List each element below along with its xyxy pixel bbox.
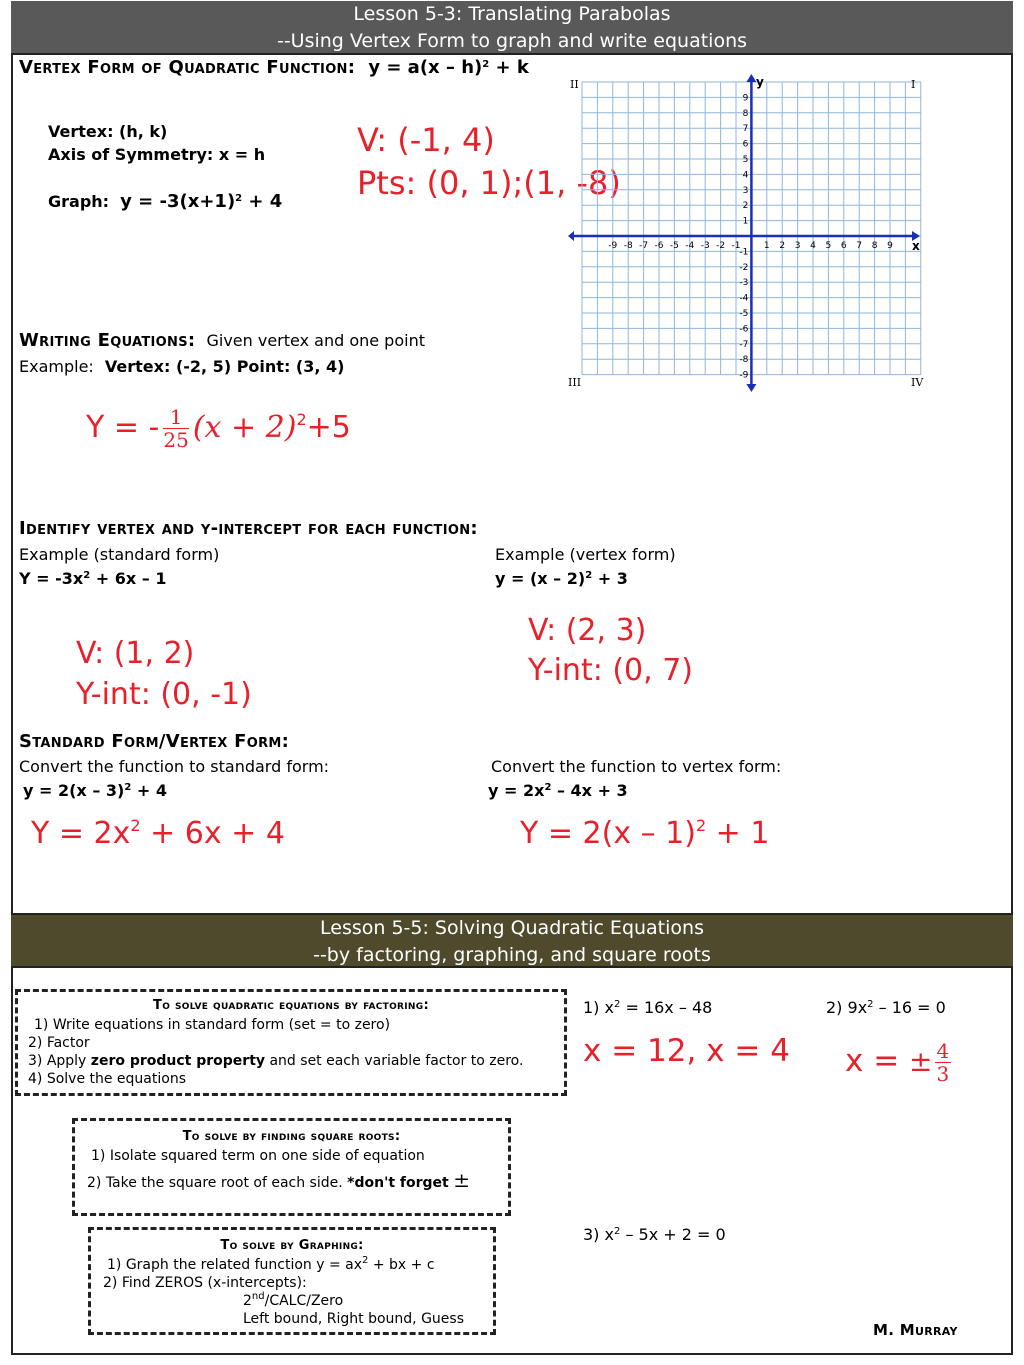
square-roots-step-2: 2) Take the square root of each side. *don't forget ± [87, 1168, 470, 1192]
identify-left-equation: $Y = -3x^2 + 6x - 1$ [19, 569, 167, 588]
factoring-step-3: 3) Apply zero product property and set each variable factor to zero. [28, 1053, 524, 1069]
x-tick-label: 6 [840, 241, 847, 251]
standard-left-label: Convert the function to standard form: [19, 757, 330, 776]
lesson-5-5-subtitle: --by factoring, graphing, and square roots [313, 944, 711, 966]
writing-example-label: Example: [19, 357, 94, 376]
answer-points: Pts: (0, 1);(1, -8) [357, 164, 621, 202]
graphing-step-1: 1) Graph the related function $y = ax^2$ + bx + c [107, 1255, 435, 1273]
y-tick-label: -7 [739, 339, 749, 350]
identify-right-equation: y = (x – 2)$^2$ + 3 [495, 569, 628, 588]
y-tick-label: 6 [742, 139, 749, 150]
identify-right-label: Example (vertex form) [495, 545, 676, 564]
x-tick-label: 1 [763, 241, 770, 251]
x-tick-label: -2 [716, 241, 726, 251]
author-name: M. Murray [873, 1321, 958, 1339]
x-tick-label: -1 [731, 241, 741, 251]
lesson-5-3-subtitle: --Using Vertex Form to graph and write equations [276, 30, 748, 52]
x-axis-label: x [912, 239, 920, 253]
problem-1-answer: x = 12, x = 4 [583, 1033, 790, 1069]
vertex-form-heading-row [19, 58, 529, 78]
y-tick-label: 7 [742, 124, 749, 135]
y-tick-label: 8 [742, 108, 749, 119]
x-tick-label: 9 [887, 241, 893, 251]
writing-equations-row [19, 331, 425, 351]
graphing-step-2-keys: 2nd/CALC/Zero [243, 1291, 344, 1309]
y-tick-label: 3 [742, 185, 749, 196]
y-tick-label: -3 [739, 278, 749, 289]
coordinate-plane [568, 74, 928, 392]
graph-label: Graph: [48, 192, 110, 211]
graphing-step-2: 2) Find ZEROS (x-intercepts): [103, 1275, 307, 1291]
standard-left-answer: $Y = 2x^2 + 6x + 4$ [31, 816, 285, 851]
x-tick-label: 7 [856, 241, 863, 251]
identify-right-answer-yint: Y-int: (0, 7) [528, 653, 693, 688]
vertex-form-formula: y = a(x – h)$^2$ + k [368, 57, 529, 78]
y-axis-arrow-down [746, 384, 756, 392]
factoring-step-4: 4) Solve the equations [28, 1071, 186, 1087]
x-tick-label: -6 [654, 241, 664, 251]
standard-right-answer: Y = 2(x – 1)$^2$ + 1 [520, 816, 770, 851]
y-axis-label: y [756, 75, 764, 89]
quadrant-3-label: III [568, 376, 582, 389]
y-tick-label: 1 [742, 216, 749, 227]
lesson-5-3-header [11, 1, 1013, 55]
x-tick-label: -5 [669, 241, 679, 251]
x-tick-label: -9 [608, 241, 618, 251]
factoring-box-title: To solve quadratic equations by factoring: [153, 998, 429, 1013]
x-tick-label: -7 [639, 241, 649, 251]
y-tick-label: -1 [739, 247, 749, 258]
graphing-step-2-bounds: Left bound, Right bound, Guess [243, 1311, 464, 1327]
factoring-step-2: 2) Factor [28, 1035, 90, 1051]
graphing-box-title: To solve by Graphing: [220, 1238, 364, 1253]
problem-1: 1) $x^2 = 16x - 48$ [583, 998, 713, 1017]
square-roots-step-1: 1) Isolate squared term on one side of equation [91, 1148, 425, 1164]
writing-example [19, 357, 344, 377]
x-tick-label: -8 [623, 241, 633, 251]
vertex-form-heading: Vertex Form of Quadratic Function: [19, 57, 356, 78]
vertex-definition: Vertex: (h, k) [48, 122, 168, 141]
standard-heading: Standard Form/Vertex Form: [19, 731, 290, 752]
x-axis-arrow-left [568, 231, 574, 241]
y-tick-label: 4 [742, 170, 749, 181]
identify-left-answer-yint: Y-int: (0, -1) [76, 677, 252, 712]
standard-right-equation: $y = 2x^2 - 4x + 3$ [488, 781, 628, 800]
x-tick-label: -3 [700, 241, 710, 251]
quadrant-1-label: I [911, 78, 916, 91]
identify-left-label: Example (standard form) [19, 545, 220, 564]
graphing-method-box [88, 1227, 496, 1335]
y-tick-label: -5 [739, 309, 749, 319]
lesson-5-5-title: Lesson 5-5: Solving Quadratic Equations [320, 917, 704, 939]
y-tick-label: -4 [739, 293, 749, 304]
x-tick-label: 4 [810, 241, 816, 251]
problem-2-answer-fraction: $\frac{4}{3}$ [936, 1039, 950, 1086]
y-tick-label: 2 [742, 201, 749, 212]
y-tick-label: 5 [742, 155, 749, 165]
axis-of-symmetry-definition: Axis of Symmetry: x = h [48, 145, 266, 164]
square-roots-method-box [72, 1118, 511, 1216]
writing-equations-heading: Writing Equations: [19, 330, 196, 351]
standard-left-equation: y = 2(x – 3)$^2$ + 4 [23, 781, 167, 800]
x-tick-label: 2 [779, 241, 786, 251]
problem-2: 2) $9x^2 - 16 = 0$ [826, 998, 946, 1017]
factoring-method-box [15, 989, 567, 1096]
problem-2-answer: x = ± $\frac{4}{3}$ [845, 1039, 950, 1086]
y-axis-arrow-up [746, 74, 756, 82]
x-tick-label: -4 [685, 241, 695, 251]
answer-vertex: V: (-1, 4) [357, 121, 495, 159]
writing-answer-fraction: $\frac{1}{25}$ [163, 405, 189, 452]
writing-example-value: Vertex: (-2, 5) Point: (3, 4) [104, 357, 345, 376]
graph-equation: $y = -3(x+1)^2 + 4$ [120, 191, 283, 212]
x-tick-label: 8 [871, 241, 878, 251]
quadrant-4-label: IV [911, 376, 924, 389]
identify-left-answer-vertex: V: (1, 2) [76, 636, 195, 671]
x-tick-label: 5 [825, 241, 832, 251]
writing-answer: Y = - $\frac{1}{25}$ $(x + 2)^2+5$ [86, 405, 351, 452]
coordinate-grid [568, 74, 928, 392]
identify-right-answer-vertex: V: (2, 3) [528, 613, 647, 648]
y-tick-label: 9 [742, 93, 749, 104]
y-tick-label: -8 [739, 355, 749, 366]
square-roots-box-title: To solve by finding square roots: [182, 1129, 401, 1144]
y-tick-label: -6 [739, 324, 749, 335]
quadrant-2-label: II [570, 78, 579, 91]
x-tick-label: 3 [794, 241, 801, 251]
writing-equations-subtitle: Given vertex and one point [206, 331, 425, 350]
y-tick-label: -9 [739, 370, 749, 381]
standard-right-label: Convert the function to vertex form: [491, 757, 782, 776]
lesson-5-3-title: Lesson 5-3: Translating Parabolas [353, 3, 671, 25]
graph-problem [48, 192, 282, 212]
problem-3: 3) $x^2 - 5x + 2 = 0$ [583, 1225, 726, 1244]
identify-heading: Identify vertex and y-intercept for each function: [19, 518, 478, 539]
lesson-5-5-header [11, 913, 1013, 968]
y-tick-label: -2 [739, 262, 749, 273]
factoring-step-1: 1) Write equations in standard form (set = to zero) [34, 1017, 391, 1033]
